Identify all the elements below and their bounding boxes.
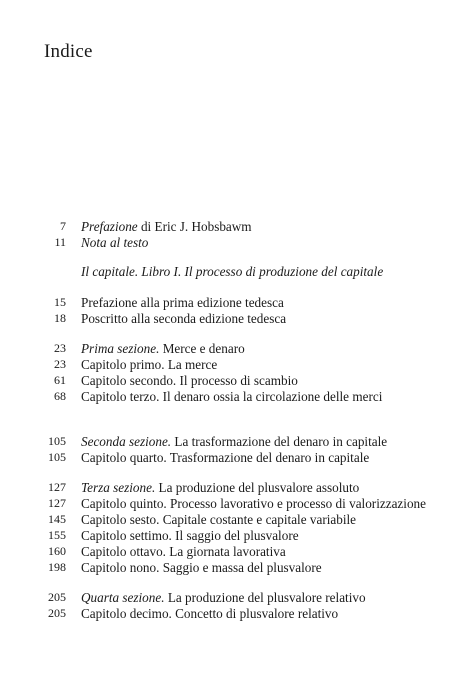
toc-part-heading bbox=[0, 263, 464, 280]
toc-chapter-6 bbox=[0, 511, 464, 528]
toc-entry-text: Capitolo decimo. Concetto di plusvalore relativo bbox=[81, 606, 339, 621]
toc-chapter-4 bbox=[0, 449, 464, 466]
toc-entry-italic: Terza sezione. bbox=[81, 480, 156, 495]
toc-entry-prefazione bbox=[0, 218, 464, 235]
toc-entry-title bbox=[81, 559, 322, 576]
toc-entry-text: Merce e denaro bbox=[159, 341, 245, 356]
toc-page-number: 198 bbox=[48, 560, 66, 574]
toc-page-number: 23 bbox=[54, 341, 66, 355]
toc-chapter-5 bbox=[0, 495, 464, 512]
toc-entry-title bbox=[81, 294, 284, 311]
toc-entry-italic: Quarta sezione. bbox=[81, 590, 165, 605]
toc-entry-text: Capitolo terzo. Il denaro ossia la circolazione delle merci bbox=[81, 389, 383, 404]
toc-entry-text: Capitolo sesto. Capitale costante e capitale variabile bbox=[81, 512, 357, 527]
toc-entry-title bbox=[81, 388, 382, 405]
toc-entry-title bbox=[81, 479, 359, 496]
toc-page-number: 160 bbox=[48, 544, 66, 558]
toc-entry-text: La produzione del plusvalore relativo bbox=[164, 590, 366, 605]
toc-entry-text: Capitolo quarto. Trasformazione del denaro in capitale bbox=[81, 450, 370, 465]
toc-chapter-8 bbox=[0, 543, 464, 560]
toc-page-number: 105 bbox=[48, 434, 66, 448]
toc-entry-italic: Il capitale. Libro I. Il processo di produzione del capitale bbox=[81, 264, 384, 279]
toc-section-prima bbox=[0, 340, 464, 357]
toc-section-quarta bbox=[0, 589, 464, 606]
toc-entry-text: Poscritto alla seconda edizione tedesca bbox=[81, 311, 287, 326]
toc-page-number: 7 bbox=[60, 219, 66, 233]
toc-page-number: 145 bbox=[48, 512, 66, 526]
toc-entry-prefazione-prima bbox=[0, 294, 464, 311]
toc-chapter-9 bbox=[0, 559, 464, 576]
toc-entry-text: di Eric J. Hobsbawm bbox=[137, 219, 252, 234]
toc-chapter-10 bbox=[0, 605, 464, 622]
toc-entry-text: Prefazione alla prima edizione tedesca bbox=[81, 295, 284, 310]
toc-entry-text: La trasformazione del denaro in capitale bbox=[171, 434, 388, 449]
toc-entry-title bbox=[81, 589, 366, 606]
toc-page-number: 127 bbox=[48, 496, 66, 510]
toc-page-number: 105 bbox=[48, 450, 66, 464]
toc-page-number: 61 bbox=[54, 373, 66, 387]
toc-entry-title bbox=[81, 263, 383, 280]
toc-entry-italic: Prefazione bbox=[81, 219, 138, 234]
toc-entry-text: Capitolo secondo. Il processo di scambio bbox=[81, 373, 298, 388]
toc-entry-title bbox=[81, 356, 217, 373]
toc-entry-title bbox=[81, 605, 338, 622]
toc-chapter-3 bbox=[0, 388, 464, 405]
toc-entry-text: Capitolo nono. Saggio e massa del plusvalore bbox=[81, 560, 322, 575]
toc-page-number: 15 bbox=[54, 295, 66, 309]
toc-page-number: 205 bbox=[48, 606, 66, 620]
toc-entry-nota bbox=[0, 234, 464, 251]
toc-page-number: 18 bbox=[54, 311, 66, 325]
toc-entry-text: Capitolo ottavo. La giornata lavorativa bbox=[81, 544, 286, 559]
toc-entry-title bbox=[81, 372, 298, 389]
toc-page-number: 205 bbox=[48, 590, 66, 604]
toc-entry-poscritto bbox=[0, 310, 464, 327]
toc-entry-italic: Seconda sezione. bbox=[81, 434, 172, 449]
toc-entry-text: Capitolo quinto. Processo lavorativo e processo di valorizzazione bbox=[81, 496, 426, 511]
toc-entry-title bbox=[81, 234, 148, 251]
toc-chapter-2 bbox=[0, 372, 464, 389]
page-title: Indice bbox=[44, 41, 93, 62]
toc-page-number: 11 bbox=[54, 235, 66, 249]
toc-entry-text: Capitolo primo. La merce bbox=[81, 357, 218, 372]
toc-page-number: 155 bbox=[48, 528, 66, 542]
toc-entry-title bbox=[81, 433, 387, 450]
toc-entry-title bbox=[81, 449, 369, 466]
toc-entry-title bbox=[81, 340, 245, 357]
toc-section-terza bbox=[0, 479, 464, 496]
toc-entry-text: Capitolo settimo. Il saggio del plusvalore bbox=[81, 528, 299, 543]
toc-section-seconda bbox=[0, 433, 464, 450]
toc-entry-title bbox=[81, 218, 252, 235]
toc-entry-title bbox=[81, 511, 356, 528]
toc-entry-italic: Nota al testo bbox=[81, 235, 149, 250]
toc-entry-italic: Prima sezione. bbox=[81, 341, 160, 356]
toc-entry-title bbox=[81, 310, 286, 327]
toc-entry-title bbox=[81, 527, 299, 544]
toc-chapter-7 bbox=[0, 527, 464, 544]
toc-page-number: 68 bbox=[54, 389, 66, 403]
toc-entry-text: La produzione del plusvalore assoluto bbox=[155, 480, 360, 495]
toc-page-number: 23 bbox=[54, 357, 66, 371]
toc-page-number: 127 bbox=[48, 480, 66, 494]
toc-chapter-1 bbox=[0, 356, 464, 373]
toc-entry-title bbox=[81, 543, 286, 560]
toc-entry-title bbox=[81, 495, 426, 512]
